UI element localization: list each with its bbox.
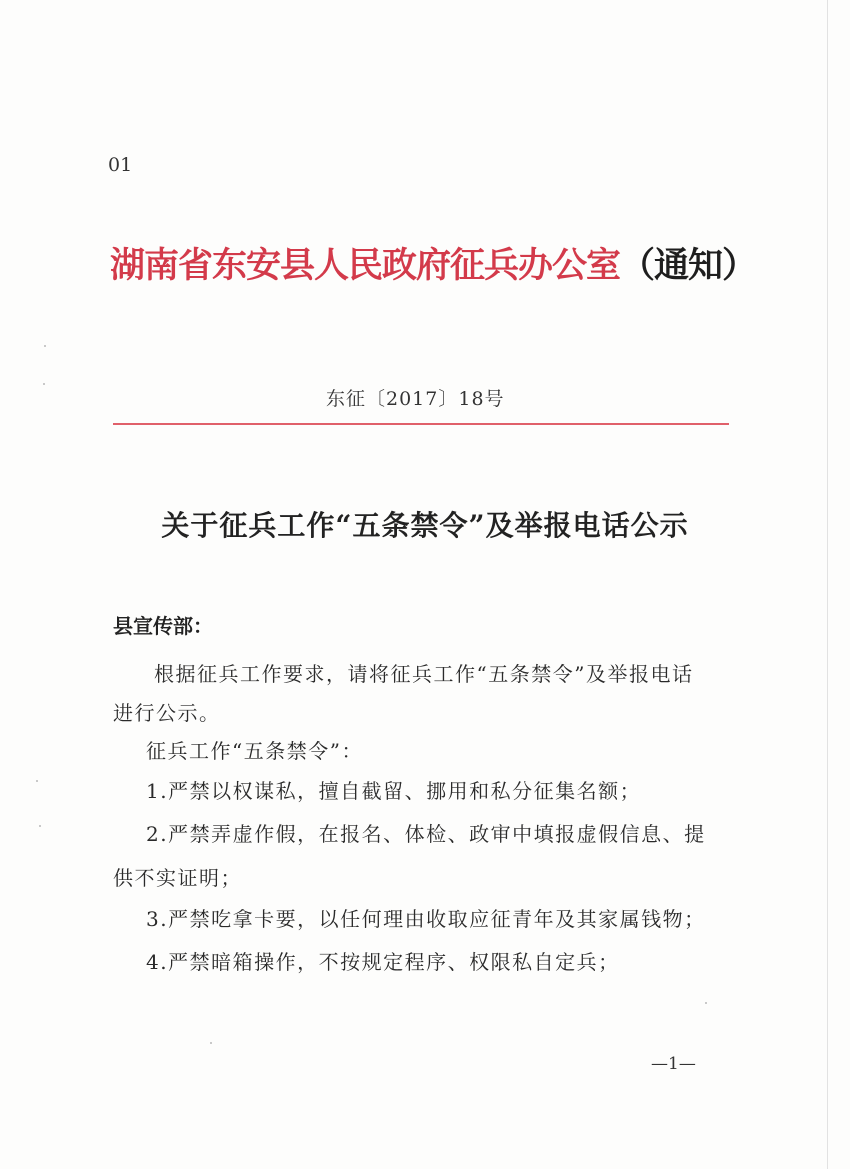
red-divider-line — [113, 423, 729, 425]
body-intro-line-1: 根据征兵工作要求，请将征兵工作“五条禁令”及举报电话 — [154, 662, 694, 686]
scan-speck — [44, 345, 46, 347]
prohibition-item-1: 1.严禁以权谋私，擅自截留、挪用和私分征集名额； — [146, 779, 642, 803]
addressee: 县宣传部： — [113, 614, 213, 638]
scan-speck — [210, 1042, 212, 1044]
scan-edge — [827, 0, 828, 1169]
scan-speck — [705, 1002, 707, 1004]
issuing-office-name: 湖南省东安县人民政府征兵办公室 — [110, 245, 621, 286]
document-subject-title: 关于征兵工作“五条禁令”及举报电话公示 — [161, 509, 689, 542]
prohibition-item-4: 4.严禁暗箱操作，不按规定程序、权限私自定兵； — [146, 950, 620, 974]
scan-speck — [39, 825, 41, 827]
body-intro-line-2: 进行公示。 — [113, 701, 221, 725]
prohibition-item-2-continued: 供不实证明； — [113, 866, 242, 890]
prohibition-item-2: 2.严禁弄虚作假，在报名、体检、政审中填报虚假信息、提 — [146, 822, 706, 846]
notice-label: （通知） — [620, 245, 757, 286]
serial-number: 01 — [108, 154, 133, 176]
issuing-office-header — [110, 238, 756, 288]
document-number: 东征〔2017〕18号 — [326, 388, 505, 410]
scan-speck — [36, 780, 38, 782]
scan-speck — [43, 383, 45, 385]
page-number: —1— — [651, 1054, 696, 1074]
prohibition-item-3: 3.严禁吃拿卡要，以任何理由收取应征青年及其家属钱物； — [146, 907, 706, 931]
prohibitions-heading: 征兵工作“五条禁令”： — [146, 739, 363, 763]
